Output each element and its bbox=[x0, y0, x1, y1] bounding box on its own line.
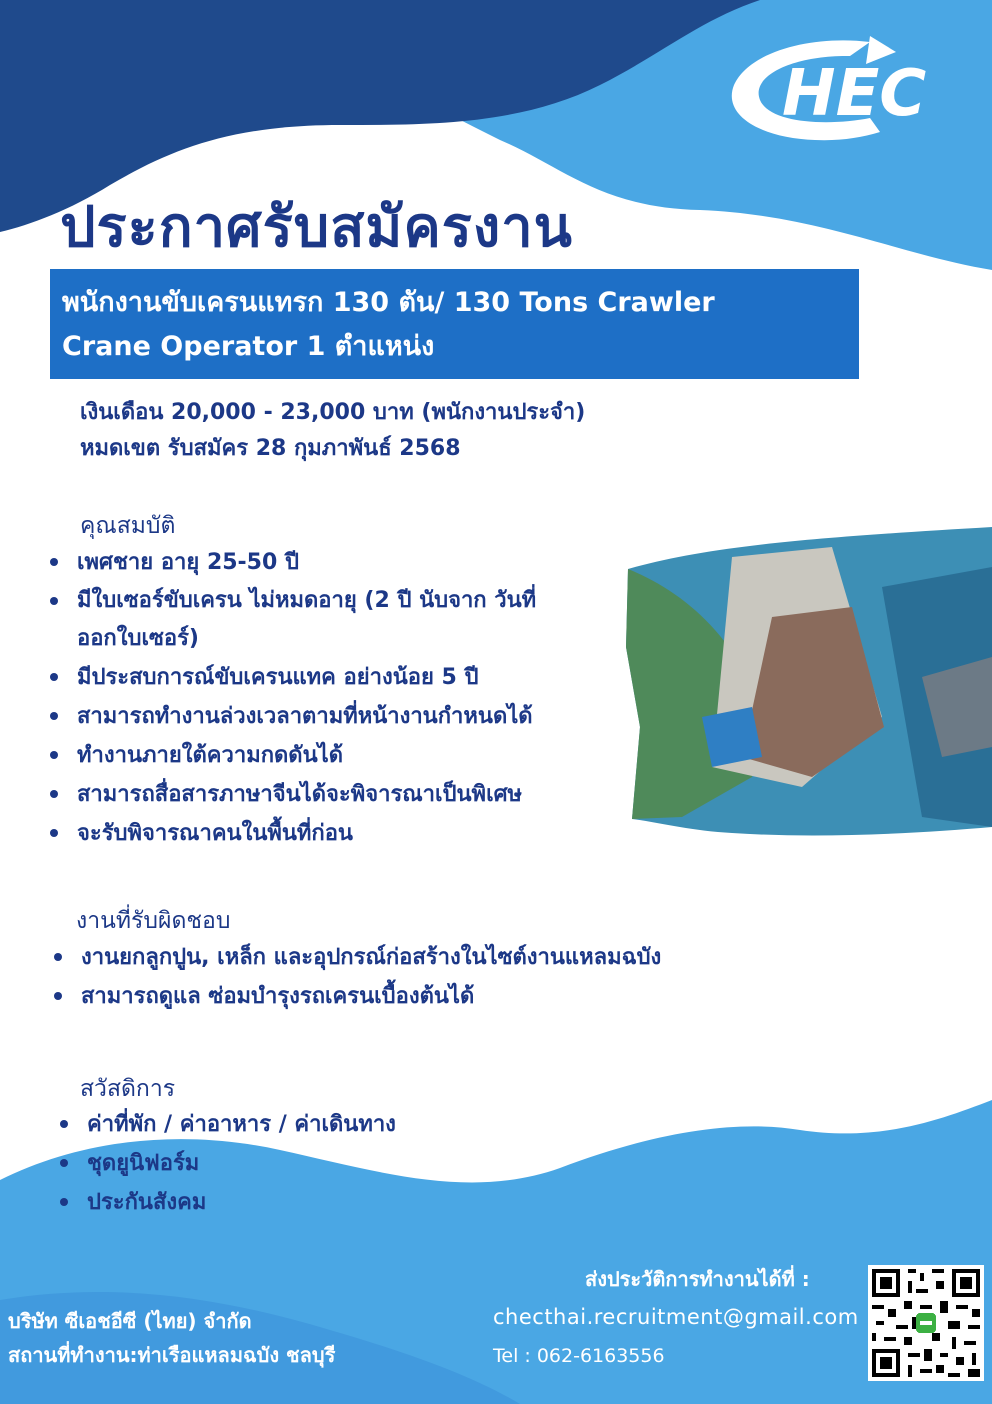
company-name: บริษัท ซีเอชอีซี (ไทย) จำกัด bbox=[8, 1309, 252, 1333]
responsibilities-title: งานที่รับผิดชอบ bbox=[76, 908, 231, 934]
list-item: มีใบเซอร์ขับเครน ไม่หมดอายุ (2 ปี นับจาก วันที่ออกใบเซอร์) bbox=[50, 582, 557, 658]
list-item: ประกันสังคม bbox=[60, 1183, 396, 1222]
responsibilities-list bbox=[54, 938, 661, 1016]
list-item: สามารถดูแล ซ่อมบำรุงรถเครนเบื้องต้นได้ bbox=[54, 977, 661, 1016]
position-line-1: พนักงานขับเครนแทรก 130 ตัน/ 130 Tons Crawler bbox=[62, 287, 715, 318]
deadline-text: หมดเขต รับสมัคร 28 กุมภาพันธ์ 2568 bbox=[80, 436, 461, 461]
list-item: ค่าที่พัก / ค่าอาหาร / ค่าเดินทาง bbox=[60, 1105, 396, 1144]
benefits-title: สวัสดิการ bbox=[80, 1076, 176, 1102]
list-item: มีประสบการณ์ขับเครนแทค อย่างน้อย 5 ปี bbox=[50, 658, 557, 697]
position-banner bbox=[50, 269, 859, 379]
benefits-list bbox=[60, 1105, 396, 1222]
svg-text:HEC: HEC bbox=[782, 57, 927, 131]
list-item: จะรับพิจารณาคนในพื้นที่ก่อน bbox=[50, 814, 557, 853]
list-item: สามารถทำงานล่วงเวลาตามที่หน้างานกำหนดได้ bbox=[50, 697, 557, 736]
contact-label: ส่งประวัติการทำงานได้ที่ : bbox=[585, 1267, 810, 1291]
salary-text: เงินเดือน 20,000 - 23,000 บาท (พนักงานประจำ) bbox=[80, 400, 586, 425]
contact-email-link[interactable]: checthai.recruitment@gmail.com bbox=[493, 1305, 859, 1329]
qualifications-title: คุณสมบัติ bbox=[80, 513, 176, 539]
contact-phone: Tel : 062-6163556 bbox=[493, 1345, 665, 1367]
list-item: เพศชาย อายุ 25-50 ปี bbox=[50, 543, 557, 582]
list-item: ชุดยูนิฟอร์ม bbox=[60, 1144, 396, 1183]
line-qr-code[interactable] bbox=[868, 1265, 984, 1381]
list-item: งานยกลูกปูน, เหล็ก และอุปกรณ์ก่อสร้างในไซต์งานแหลมฉบัง bbox=[54, 938, 661, 977]
list-item: ทำงานภายใต้ความกดดันได้ bbox=[50, 736, 557, 775]
hec-logo bbox=[720, 30, 970, 150]
page-title: ประกาศรับสมัครงาน bbox=[60, 195, 573, 260]
work-location: สถานที่ทำงาน:ท่าเรือแหลมฉบัง ชลบุรี bbox=[8, 1343, 336, 1367]
port-aerial-photo bbox=[622, 527, 992, 842]
qualifications-list bbox=[50, 543, 557, 853]
position-line-2: Crane Operator 1 ตำแหน่ง bbox=[62, 331, 435, 362]
list-item: สามารถสื่อสารภาษาจีนได้จะพิจารณาเป็นพิเศษ bbox=[50, 775, 557, 814]
